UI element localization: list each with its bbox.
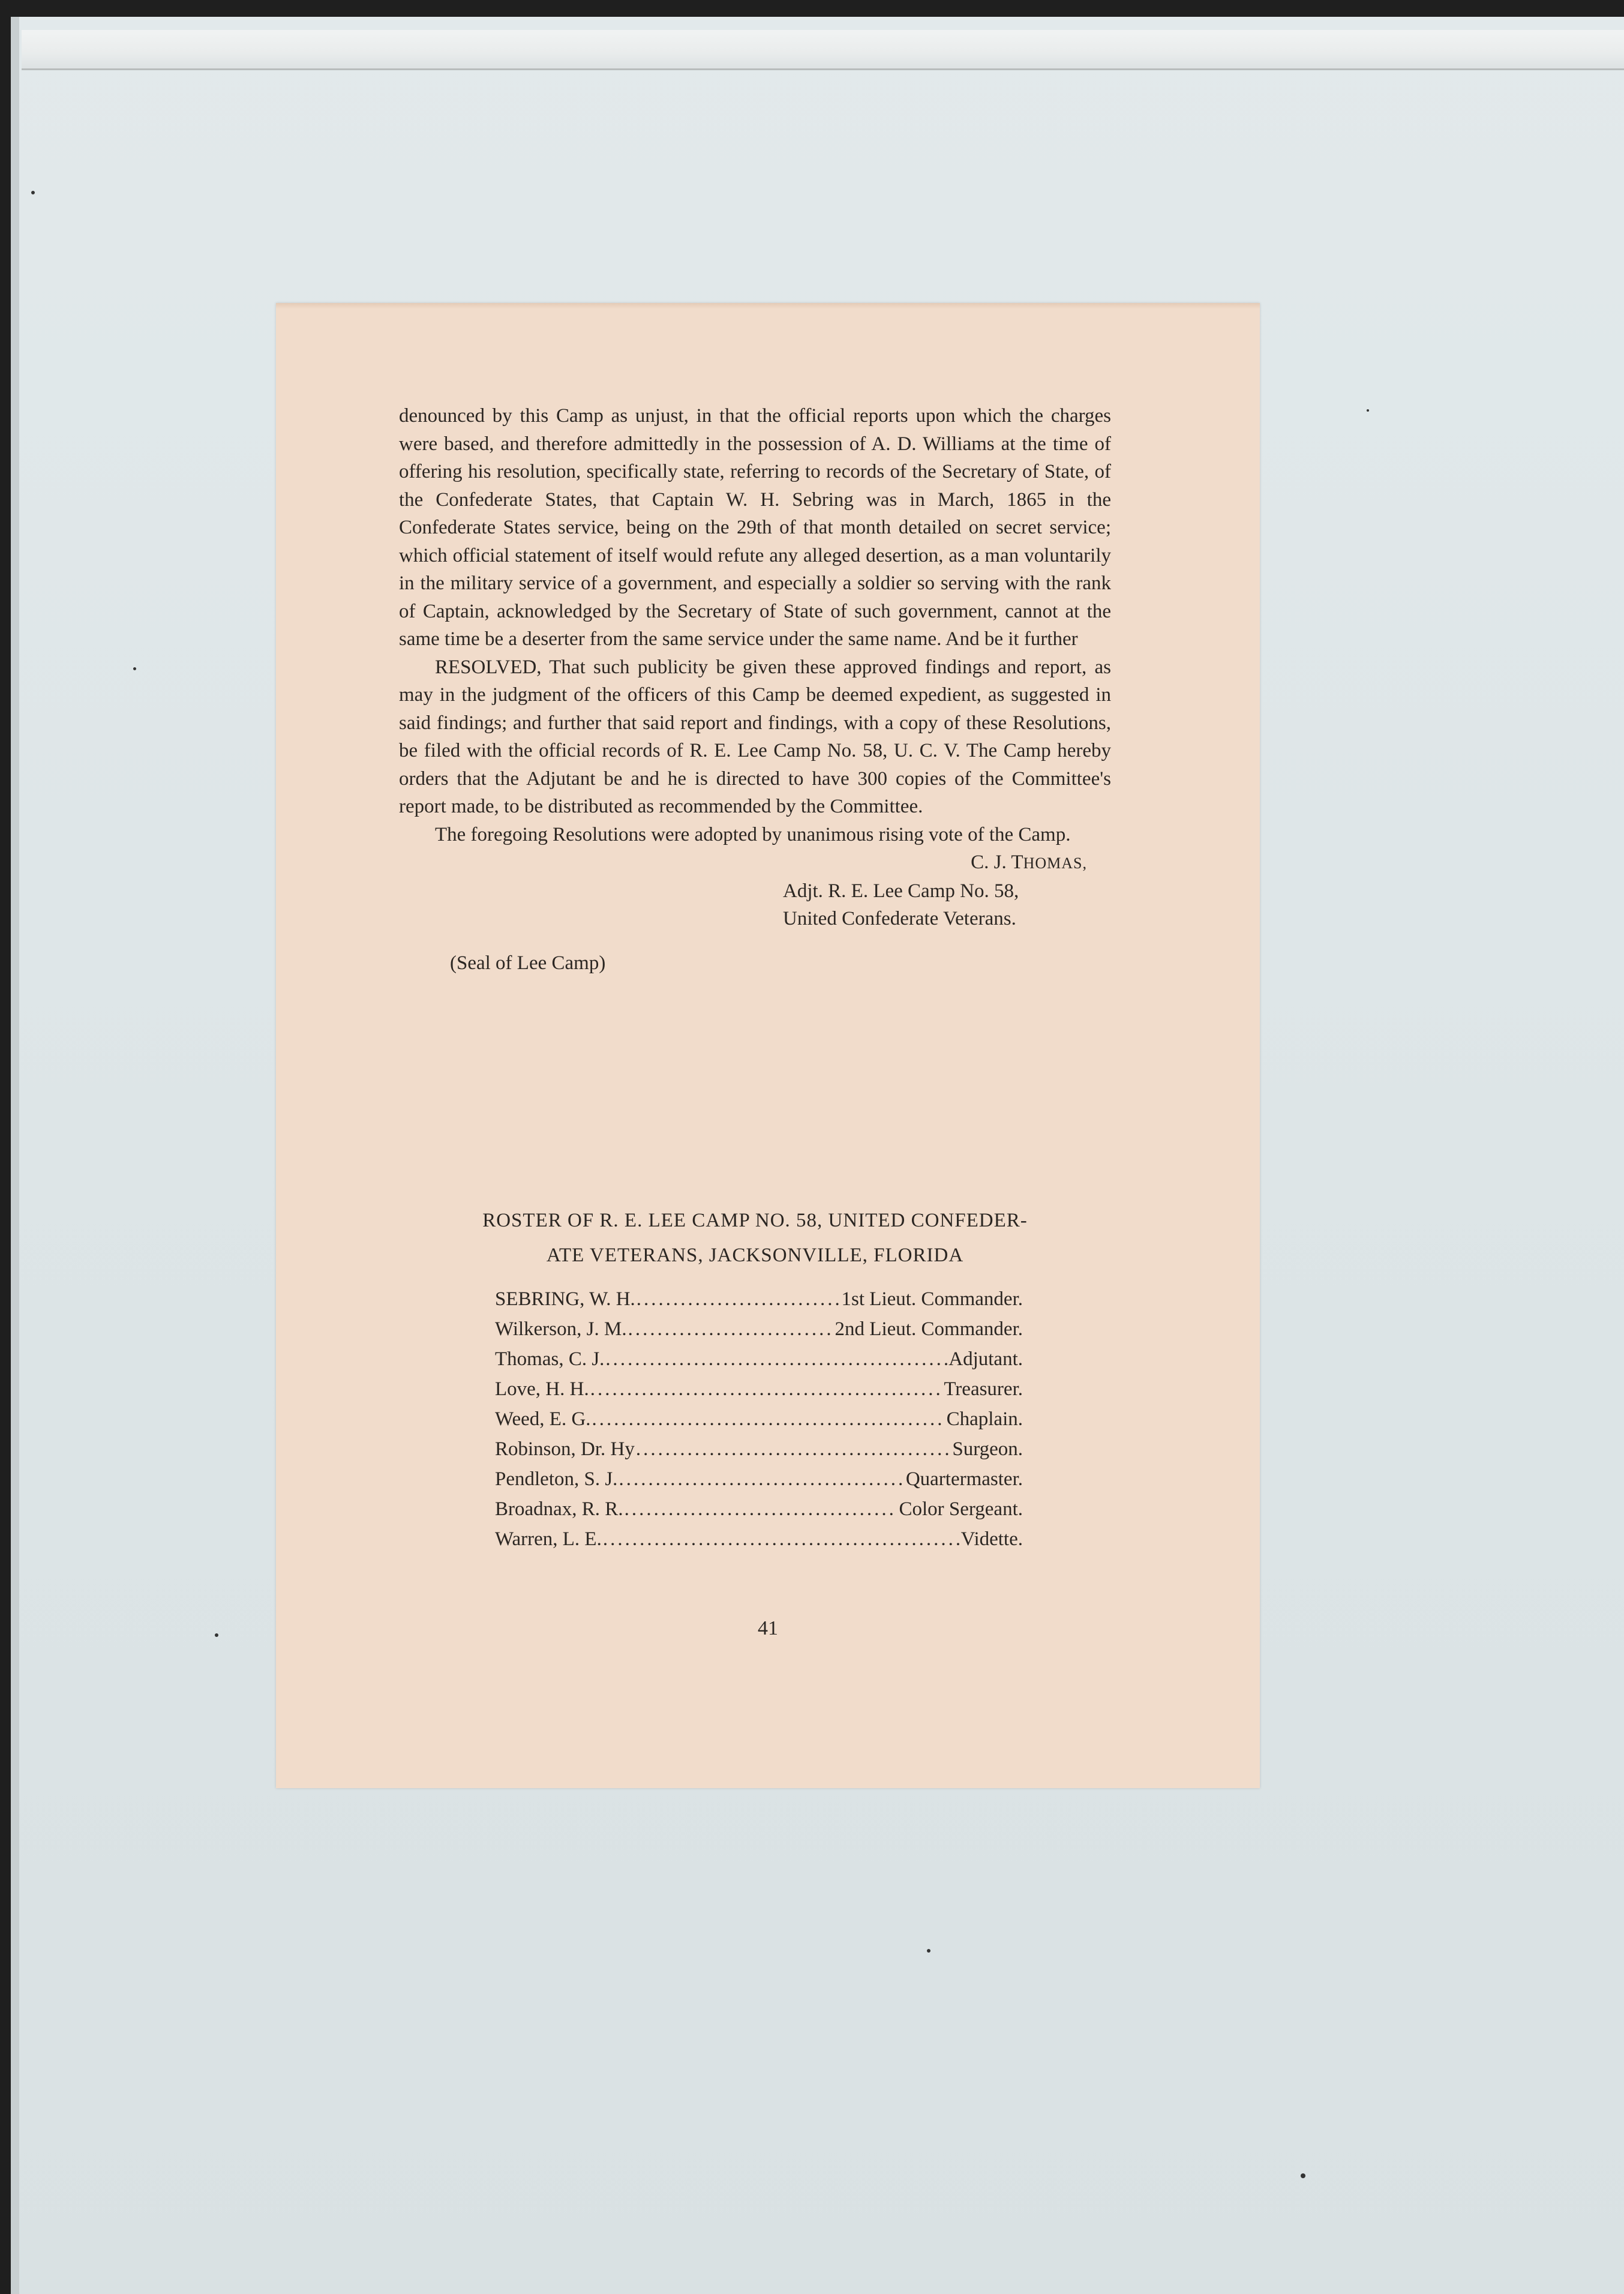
roster-entry-name: Wilkerson, J. M. <box>495 1318 627 1340</box>
roster-entry <box>495 1434 1023 1464</box>
signature-name: C. J. THOMAS, <box>971 851 1087 873</box>
roster-entry-role: Vidette. <box>960 1528 1023 1550</box>
roster-list <box>495 1284 1023 1554</box>
paragraph-denounced: denounced by this Camp as unjust, in that the official reports upon which the charges were based, and therefore admittedly in the possession of A. D. Williams at the time of offering his resolution, specifically state, referring to records of the Secretary of State, of the Confederate States, that Captain W. H. Sebring was in March, 1865 in the Confederate States service, being on the 29th of that month detailed on secret service; which official statement of itself would refute any alleged desertion, as a man voluntarily in the military service of a government, and especially a soldier so serving with the rank of Captain, acknowledged by the Secretary of State of such government, cannot at the same time be a deserter from the same service under the same name. And be it further <box>399 405 1111 650</box>
roster-entry-role: Quartermaster. <box>905 1468 1023 1490</box>
dust-speck <box>31 191 35 194</box>
document-page <box>276 303 1260 1788</box>
dust-speck <box>1367 409 1369 412</box>
roster-entry-name: Pendleton, S. J. <box>495 1468 618 1490</box>
binding-strip <box>22 30 1624 70</box>
roster-entry-name: Love, H. H. <box>495 1378 589 1400</box>
page-top-edge <box>276 303 1260 309</box>
leader-dots <box>625 1494 898 1524</box>
paragraph-adopted: The foregoing Resolutions were adopted by unanimous rising vote of the Camp. <box>435 823 1071 845</box>
roster-entry <box>495 1284 1023 1314</box>
leader-dots <box>603 1524 960 1554</box>
leader-dots <box>628 1314 834 1344</box>
roster-entry <box>495 1344 1023 1374</box>
roster-entry <box>495 1404 1023 1434</box>
roster-entry <box>495 1524 1023 1554</box>
roster-entry-name: Robinson, Dr. Hy <box>495 1438 635 1460</box>
seal-note: (Seal of Lee Camp) <box>450 952 606 974</box>
scanner-left-shadow <box>11 17 19 2294</box>
leader-dots <box>636 1434 951 1464</box>
roster-entry-role: 1st Lieut. Commander. <box>841 1288 1023 1310</box>
roster-entry <box>495 1494 1023 1524</box>
page-content <box>399 402 1111 1550</box>
roster-entry-name: Warren, L. E. <box>495 1528 602 1550</box>
roster-entry-role: 2nd Lieut. Commander. <box>834 1318 1023 1340</box>
dust-speck <box>1301 2173 1305 2178</box>
scanner-top-edge <box>0 0 1624 17</box>
roster-entry-role: Chaplain. <box>946 1408 1023 1430</box>
leader-dots <box>619 1464 904 1494</box>
roster-title-line-2: ATE VETERANS, JACKSONVILLE, FLORIDA <box>546 1245 964 1266</box>
roster-entry-role: Treasurer. <box>944 1378 1023 1400</box>
roster-entry <box>495 1374 1023 1404</box>
roster-entry-role: Adjutant. <box>948 1348 1023 1370</box>
leader-dots <box>637 1284 840 1314</box>
leader-dots <box>590 1374 943 1404</box>
roster-entry <box>495 1314 1023 1344</box>
roster-entry-role: Color Sergeant. <box>899 1498 1023 1520</box>
roster-entry <box>495 1464 1023 1494</box>
leader-dots <box>592 1404 945 1434</box>
roster-entry-name: SEBRING, W. H. <box>495 1288 635 1310</box>
dust-speck <box>215 1633 218 1637</box>
roster-entry-name: Thomas, C. J. <box>495 1348 605 1370</box>
roster-title-line-1: ROSTER OF R. E. LEE CAMP NO. 58, UNITED CONFEDER- <box>482 1210 1028 1231</box>
dust-speck <box>133 667 136 670</box>
roster-entry-name: Broadnax, R. R. <box>495 1498 623 1520</box>
leader-dots <box>605 1344 947 1374</box>
paragraph-resolved: RESOLVED, That such publicity be given these approved findings and report, as may in the judgment of the officers of this Camp be deemed expedient, as suggested in said findings; and further that said report and findings, with a copy of these Resolutions, be filed with the official records of R. E. Lee Camp No. 58, U. C. V. The Camp hereby orders that the Adjutant be and he is directed to have 300 copies of the Committee's report made, to be distributed as recommended by the Committee. <box>399 656 1111 817</box>
roster-entry-name: Weed, E. G. <box>495 1408 591 1430</box>
roster-entry-role: Surgeon. <box>952 1438 1023 1460</box>
signature-title: Adjt. R. E. Lee Camp No. 58, <box>783 880 1019 902</box>
signature-organization: United Confederate Veterans. <box>783 908 1016 929</box>
page-number: 41 <box>758 1617 778 1639</box>
dust-speck <box>927 1949 930 1953</box>
scanner-left-edge <box>0 0 11 2294</box>
roster-title <box>399 1203 1111 1273</box>
signature-block <box>399 848 1111 932</box>
